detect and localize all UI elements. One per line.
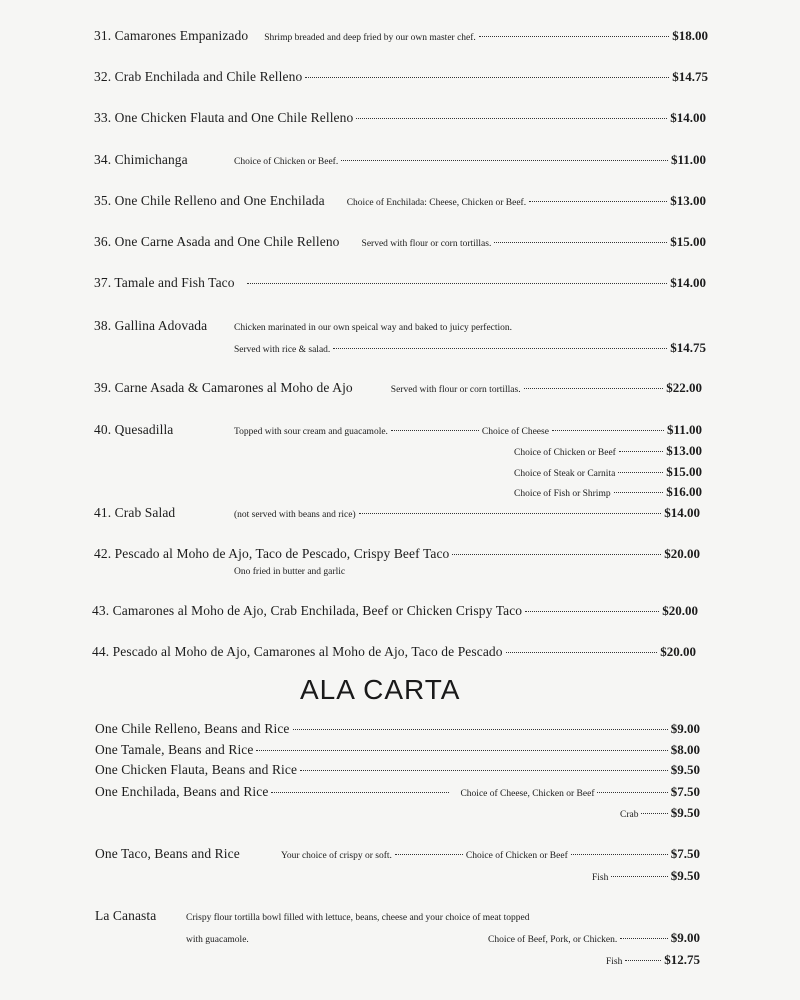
item-price: $20.00 <box>660 644 696 659</box>
item-price: $14.00 <box>670 275 706 290</box>
dot-leader <box>506 652 658 653</box>
dot-leader <box>620 938 667 939</box>
dot-leader <box>341 160 668 161</box>
item-description: Choice of Chicken or Beef. <box>234 157 339 167</box>
item-description: Choice of Enchilada: Cheese, Chicken or Beef. <box>346 198 527 208</box>
item-price: $8.00 <box>670 742 700 757</box>
dot-leader <box>479 36 669 37</box>
option-price: $11.00 <box>666 422 702 437</box>
item-description-continued: Served with rice & salad. <box>234 345 331 355</box>
menu-item-41 <box>94 505 700 525</box>
item-price: $18.00 <box>672 28 708 43</box>
item-name: 34. Chimichanga <box>94 152 188 167</box>
item-name: One Tamale, Beans and Rice <box>95 742 254 757</box>
dot-leader <box>359 513 662 514</box>
dot-leader <box>271 792 449 793</box>
dot-leader <box>293 729 668 730</box>
option-label: Choice of Beef, Pork, or Chicken. <box>488 935 618 945</box>
item-description: Your choice of crispy or soft. <box>281 851 392 861</box>
item-description: Served with flour or corn tortillas. <box>390 385 521 395</box>
option-label: Choice of Chicken or Beef <box>465 851 568 861</box>
menu-item-39 <box>94 380 702 400</box>
menu-item-31 <box>94 28 708 48</box>
item-name: 41. Crab Salad <box>94 505 176 520</box>
dot-leader <box>256 750 667 751</box>
menu-item-38 <box>94 318 706 338</box>
item-price: $14.75 <box>670 340 706 355</box>
item-description: Served with flour or corn tortillas. <box>361 239 492 249</box>
quesadilla-option-3 <box>514 464 702 484</box>
dot-leader <box>552 430 664 431</box>
item-price: $20.00 <box>662 603 698 618</box>
item-price: $7.50 <box>670 784 700 799</box>
dot-leader <box>391 430 479 431</box>
dot-leader <box>333 348 667 349</box>
dot-leader <box>300 770 668 771</box>
item-description-continued: with guacamole. <box>186 935 249 945</box>
item-name: One Chicken Flauta, Beans and Rice <box>95 762 298 777</box>
dot-leader <box>452 554 661 555</box>
item-price: $9.50 <box>670 805 700 820</box>
option-price: $16.00 <box>666 484 702 499</box>
item-name: 43. Camarones al Moho de Ajo, Crab Enchilada, Beef or Chicken Crispy Taco <box>92 603 523 618</box>
ala-carta-item-6-line2 <box>186 930 700 950</box>
item-price: $20.00 <box>664 546 700 561</box>
item-price: $13.00 <box>670 193 706 208</box>
option-label: Crab <box>620 810 639 820</box>
section-heading-ala-carta: ALA CARTA <box>300 674 461 705</box>
item-name: 40. Quesadilla <box>94 422 174 437</box>
ala-carta-item-3 <box>95 762 700 782</box>
ala-carta-item-6 <box>95 908 700 928</box>
item-description: Topped with sour cream and guacamole. <box>234 427 388 437</box>
dot-leader <box>525 611 659 612</box>
menu-item-36 <box>94 234 706 254</box>
ala-carta-item-5 <box>95 846 700 866</box>
menu-item-38-line2 <box>234 340 706 360</box>
item-description: Ono fried in butter and garlic <box>234 567 346 577</box>
dot-leader <box>494 242 667 243</box>
dot-leader <box>571 854 668 855</box>
item-price: $9.50 <box>670 762 700 777</box>
item-price: $14.75 <box>672 69 708 84</box>
dot-leader <box>395 854 463 855</box>
option-label: Fish <box>606 957 623 967</box>
item-description: Chicken marinated in our own speical way and baked to juicy perfection. <box>234 323 513 333</box>
ala-carta-item-6-sub <box>606 952 700 972</box>
item-description: Shrimp breaded and deep fried by our own master chef. <box>264 33 476 43</box>
option-label: Choice of Cheese, Chicken or Beef <box>460 789 595 799</box>
item-price: $9.50 <box>670 868 700 883</box>
option-label: Choice of Cheese <box>481 427 549 437</box>
item-name: 32. Crab Enchilada and Chile Relleno <box>94 69 303 84</box>
item-name: 39. Carne Asada & Camarones al Moho de Ajo <box>94 380 353 395</box>
option-price: $15.00 <box>666 464 702 479</box>
item-price: $15.00 <box>670 234 706 249</box>
dot-leader <box>625 960 661 961</box>
ala-carta-item-4 <box>95 784 700 804</box>
ala-carta-item-4-sub <box>620 805 700 825</box>
item-name: 33. One Chicken Flauta and One Chile Relleno <box>94 110 354 125</box>
option-label: Choice of Chicken or Beef <box>514 448 616 458</box>
item-name: 35. One Chile Relleno and One Enchilada <box>94 193 325 208</box>
menu-item-37 <box>94 275 706 295</box>
option-price: $13.00 <box>666 443 702 458</box>
menu-item-40 <box>94 422 702 442</box>
dot-leader <box>614 492 664 493</box>
item-name: One Enchilada, Beans and Rice <box>95 784 269 799</box>
item-name: La Canasta <box>95 908 157 923</box>
dot-leader <box>597 792 667 793</box>
item-name: 42. Pescado al Moho de Ajo, Taco de Pescado, Crispy Beef Taco <box>94 546 450 561</box>
menu-item-43 <box>92 603 698 623</box>
item-price: $14.00 <box>670 110 706 125</box>
item-price: $14.00 <box>664 505 700 520</box>
menu-item-42 <box>94 546 700 566</box>
item-price: $11.00 <box>670 152 706 167</box>
menu-item-34 <box>94 152 706 172</box>
item-price: $7.50 <box>670 846 700 861</box>
item-name: 36. One Carne Asada and One Chile Relleno <box>94 234 340 249</box>
quesadilla-option-4 <box>514 484 702 504</box>
ala-carta-item-1 <box>95 721 700 741</box>
menu-item-32 <box>94 69 708 89</box>
option-label: Fish <box>592 873 609 883</box>
item-name: 31. Camarones Empanizado <box>94 28 249 43</box>
dot-leader <box>247 283 668 284</box>
dot-leader <box>618 472 663 473</box>
ala-carta-item-2 <box>95 742 700 762</box>
item-name: 37. Tamale and Fish Taco <box>94 275 235 290</box>
item-description: Crispy flour tortilla bowl filled with lettuce, beans, cheese and your choice of meat topped <box>186 913 530 923</box>
menu-item-35 <box>94 193 706 213</box>
option-label: Choice of Steak or Carnita <box>514 469 616 479</box>
item-price: $12.75 <box>664 952 700 967</box>
item-name: 38. Gallina Adovada <box>94 318 208 333</box>
item-name: One Taco, Beans and Rice <box>95 846 240 861</box>
quesadilla-option-2 <box>514 443 702 463</box>
item-description: (not served with beans and rice) <box>234 510 356 520</box>
option-label: Choice of Fish or Shrimp <box>514 489 611 499</box>
menu-item-42-note <box>234 567 534 587</box>
dot-leader <box>641 813 667 814</box>
item-name: One Chile Relleno, Beans and Rice <box>95 721 290 736</box>
dot-leader <box>305 77 669 78</box>
dot-leader <box>356 118 667 119</box>
item-price: $9.00 <box>670 930 700 945</box>
dot-leader <box>529 201 667 202</box>
dot-leader <box>524 388 664 389</box>
item-name: 44. Pescado al Moho de Ajo, Camarones al Moho de Ajo, Taco de Pescado <box>92 644 503 659</box>
dot-leader <box>619 451 663 452</box>
ala-carta-item-5-sub <box>592 868 700 888</box>
menu-item-33 <box>94 110 706 130</box>
dot-leader <box>611 876 667 877</box>
item-price: $9.00 <box>670 721 700 736</box>
menu-item-44 <box>92 644 696 664</box>
item-price: $22.00 <box>666 380 702 395</box>
